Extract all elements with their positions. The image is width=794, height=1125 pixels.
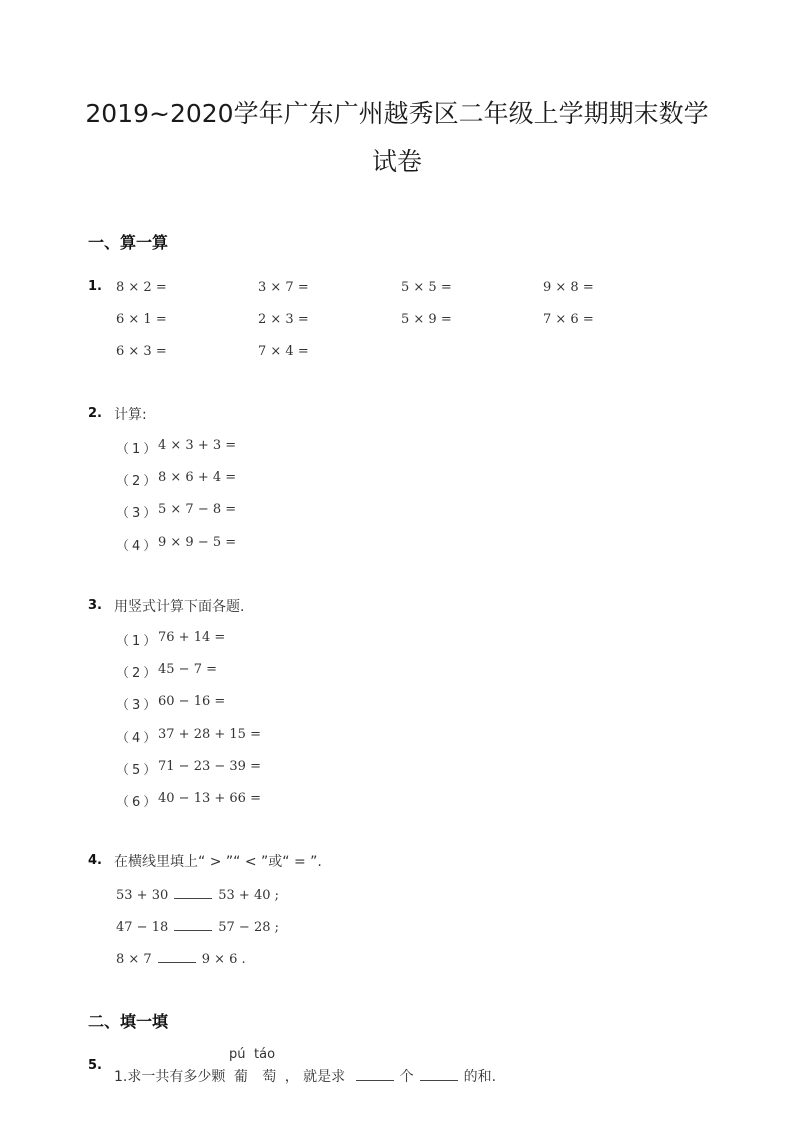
q4-comparison [116,886,279,903]
page-title-line2: 试卷 [371,147,422,176]
comparison-left: 53 + 30 [116,888,169,903]
q4-comparison [116,918,279,935]
subitem-expression: 45 − 7 = [158,662,217,677]
comparison-right: 53 + 40 ; [218,888,280,903]
q5-text-b: ， 就是求 [284,1069,346,1085]
section-heading-2: 二、填一填 [88,1012,169,1031]
pinyin-tao: táo [254,1047,276,1062]
question-number-5: 5. [88,1058,102,1073]
q1-item: 3 × 7 = [258,280,309,295]
question-number-3: 3. [88,598,102,613]
q3-subitem [116,759,261,778]
subitem-label: （4） [116,539,160,554]
subitem-expression: 4 × 3 + 3 = [158,438,237,453]
q1-item: 6 × 3 = [116,344,167,359]
question-number-1: 1. [88,279,102,294]
q1-item: 2 × 3 = [258,312,309,327]
q3-subitem [116,662,217,681]
q1-item: 8 × 2 = [116,280,167,295]
subitem-label: （3） [116,698,160,713]
page-title: 2019~2020学年广东广州越秀区二年级上学期期末数学 [85,99,709,128]
question-number-2: 2. [88,406,102,421]
q5-text-a: 1.求一共有多少颗 [114,1069,226,1085]
answer-blank[interactable] [158,950,196,963]
comparison-right: 9 × 6 . [201,952,246,967]
subitem-expression: 8 × 6 + 4 = [158,470,237,485]
q4-comparison [116,950,246,967]
subitem-expression: 40 − 13 + 66 = [158,791,261,806]
question-text-3: 用竖式计算下面各题. [114,599,245,615]
q2-subitem [116,470,237,489]
q3-subitem [116,694,226,713]
q5-text [114,1066,496,1086]
q1-item: 9 × 8 = [543,280,594,295]
q1-item: 6 × 1 = [116,312,167,327]
subitem-expression: 76 + 14 = [158,630,226,645]
subitem-expression: 71 − 23 − 39 = [158,759,261,774]
subitem-expression: 37 + 28 + 15 = [158,727,261,742]
section-heading-1: 一、算一算 [88,233,169,252]
subitem-label: （2） [116,666,160,681]
answer-blank[interactable] [420,1068,458,1081]
question-text-4: 在横线里填上“ > ”“ < ”或“ = ”. [114,854,322,870]
question-text-2: 计算: [114,407,147,423]
answer-blank[interactable] [174,886,212,899]
subitem-label: （1） [116,442,160,457]
subitem-expression: 5 × 7 − 8 = [158,502,237,517]
q1-item: 5 × 9 = [401,312,452,327]
q2-subitem [116,502,237,521]
q5-char-tao: 萄 [262,1069,277,1085]
q2-subitem [116,535,237,554]
subitem-expression: 60 − 16 = [158,694,226,709]
q2-subitem [116,438,237,457]
comparison-left: 47 − 18 [116,920,169,935]
q3-subitem [116,727,261,746]
subitem-label: （3） [116,506,160,521]
answer-blank[interactable] [356,1068,394,1081]
q3-subitem [116,630,226,649]
answer-blank[interactable] [174,918,212,931]
q5-char-pu: 葡 [233,1069,248,1085]
comparison-right: 57 − 28 ; [218,920,280,935]
q5-text-c: 个 [399,1069,414,1085]
q3-subitem [116,791,261,810]
subitem-label: （5） [116,763,160,778]
question-number-4: 4. [88,853,102,868]
subitem-expression: 9 × 9 − 5 = [158,535,237,550]
q1-item: 7 × 4 = [258,344,309,359]
pinyin-pu: pú [229,1047,246,1062]
q1-item: 5 × 5 = [401,280,452,295]
subitem-label: （1） [116,634,160,649]
subitem-label: （2） [116,474,160,489]
subitem-label: （4） [116,731,160,746]
comparison-left: 8 × 7 [116,952,152,967]
subitem-label: （6） [116,795,160,810]
q5-text-d: 的和. [463,1069,497,1085]
q1-item: 7 × 6 = [543,312,594,327]
